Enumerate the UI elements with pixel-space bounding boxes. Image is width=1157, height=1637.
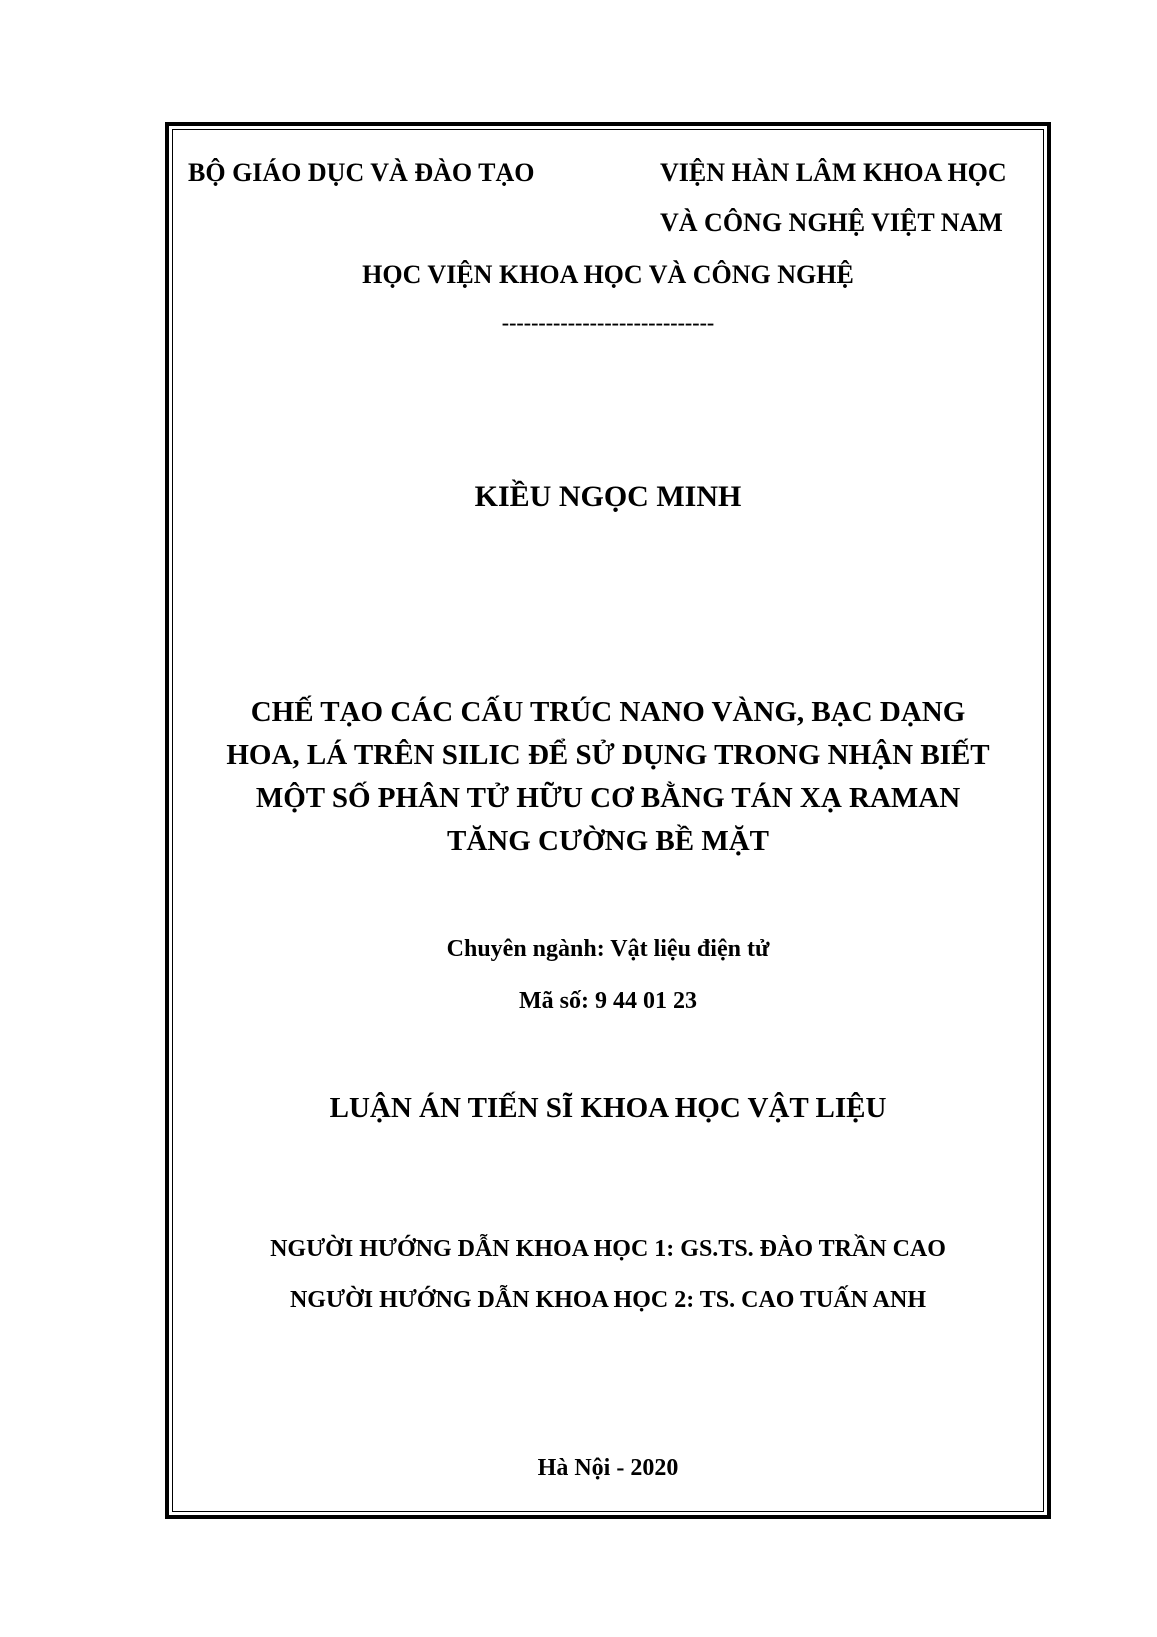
thesis-title: [172, 691, 1044, 863]
academy-name-line2: VÀ CÔNG NGHỆ VIỆT NAM: [660, 208, 1003, 237]
supervisor-2: NGƯỜI HƯỚNG DẪN KHOA HỌC 2: TS. CAO TUẤN ANH: [289, 1287, 927, 1313]
ministry-name: BỘ GIÁO DỤC VÀ ĐÀO TẠO: [188, 158, 535, 187]
supervisor-1: NGƯỜI HƯỚNG DẪN KHOA HỌC 1: GS.TS. ĐÀO TRẦN CAO: [270, 1236, 946, 1262]
academy-name-line1: VIỆN HÀN LÂM KHOA HỌC: [660, 158, 1007, 187]
thesis-title-line: CHẾ TẠO CÁC CẤU TRÚC NANO VÀNG, BẠC DẠNG: [250, 696, 966, 728]
specialization: Chuyên ngành: Vật liệu điện tử: [446, 936, 770, 962]
thesis-title-line: HOA, LÁ TRÊN SILIC ĐỂ SỬ DỤNG TRONG NHẬN BIẾT: [226, 739, 990, 771]
place-and-year: Hà Nội - 2020: [537, 1455, 679, 1481]
specialization-code: Mã số: 9 44 01 23: [519, 988, 697, 1014]
thesis-title-line: TĂNG CƯỜNG BỀ MẶT: [447, 825, 769, 857]
header-separator: -----------------------------: [501, 310, 715, 335]
thesis-type: LUẬN ÁN TIẾN SĨ KHOA HỌC VẬT LIỆU: [329, 1092, 887, 1124]
thesis-title-line: MỘT SỐ PHÂN TỬ HỮU CƠ BẰNG TÁN XẠ RAMAN: [255, 782, 961, 814]
author-name: KIỀU NGỌC MINH: [474, 480, 742, 513]
institute-name: HỌC VIỆN KHOA HỌC VÀ CÔNG NGHỆ: [362, 260, 854, 289]
